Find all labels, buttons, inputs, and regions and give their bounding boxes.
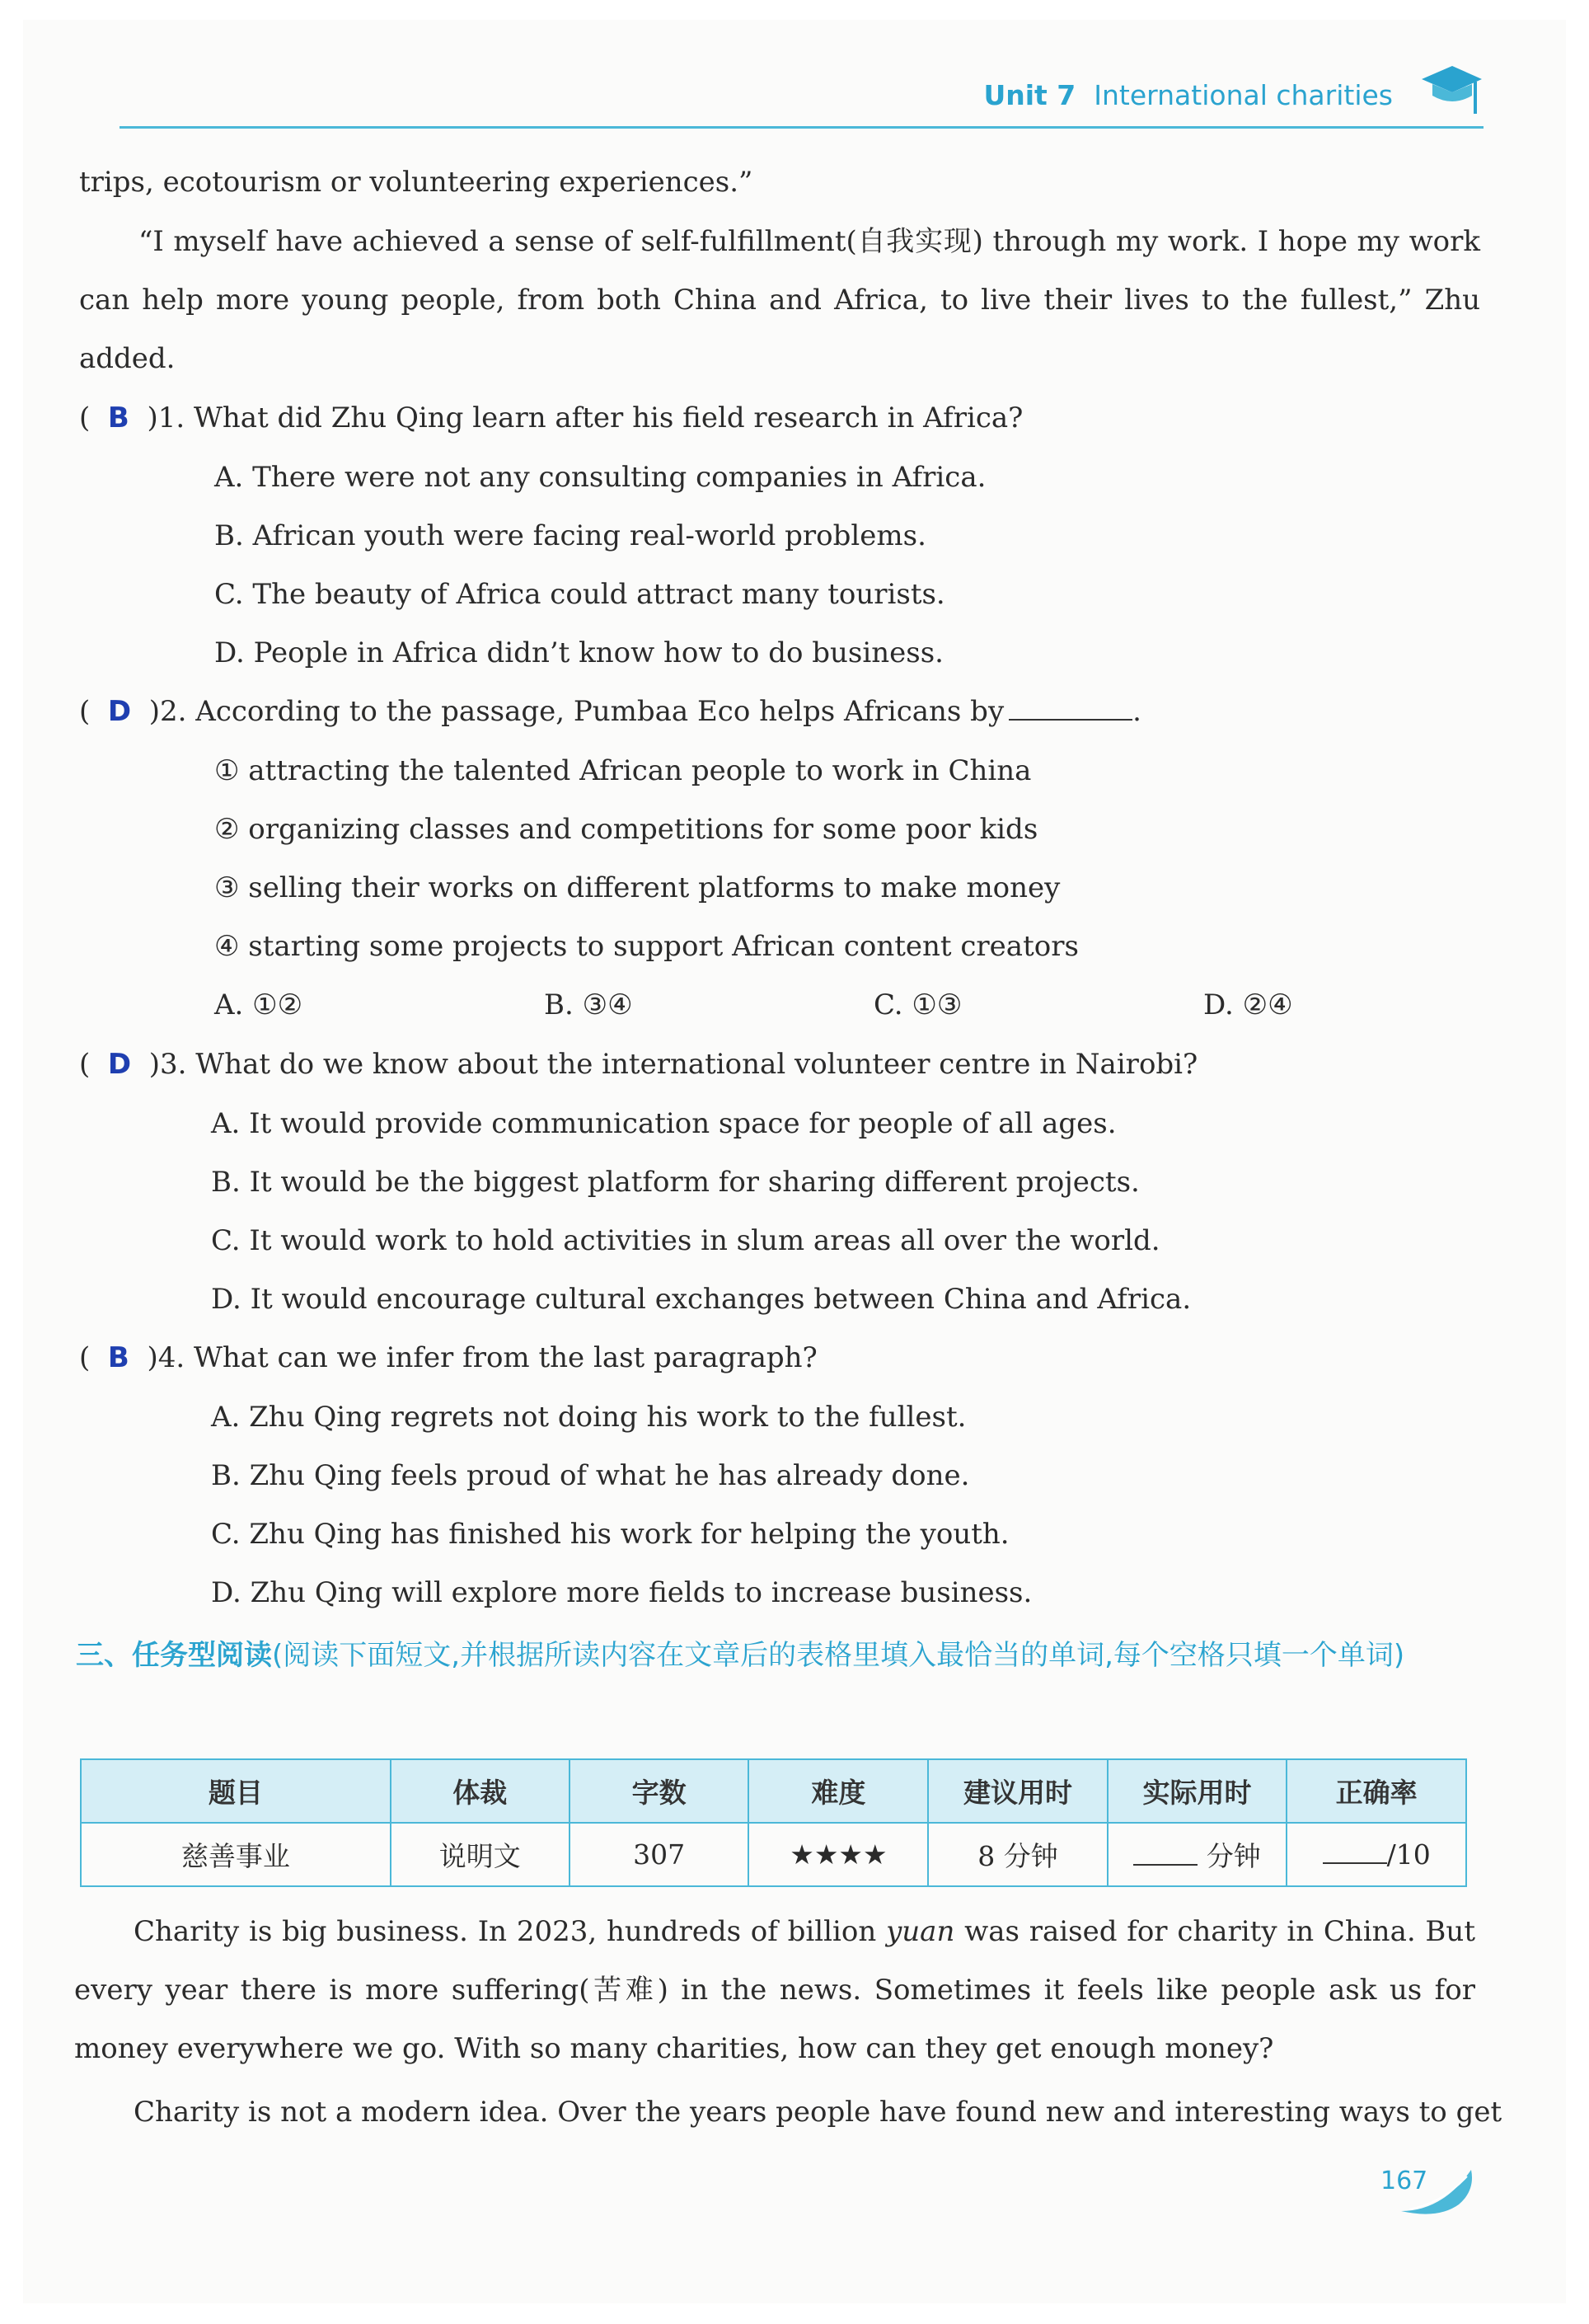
reading-info-table	[80, 1758, 1467, 1887]
answer-2: D	[107, 695, 132, 728]
list-item: ② organizing classes and competitions for some poor kids	[214, 813, 1038, 846]
list-item: ① attracting the talented African people to work in China	[214, 754, 1032, 787]
graduation-cap-icon	[1418, 56, 1484, 122]
option: A. It would provide communication space for people of all ages.	[211, 1107, 1117, 1140]
option: D. People in Africa didn’t know how to do business.	[214, 636, 944, 669]
passage-paragraph: “I myself have achieved a sense of self-fulfillment(自我实现) through my work. I hope my work can help more young people, from both China and Africa, to live their lives to the fullest,” Zhu added.	[79, 225, 1480, 375]
page-number: 167	[1380, 2167, 1428, 2195]
passage-line: trips, ecotourism or volunteering experiences.”	[79, 166, 753, 199]
option: C. Zhu Qing has finished his work for helping the youth.	[211, 1518, 1010, 1551]
table-header: 体裁	[391, 1759, 570, 1823]
table-header: 字数	[570, 1759, 749, 1823]
list-item: ④ starting some projects to support African content creators	[214, 930, 1079, 963]
passage-paragraph: Charity is big business. In 2023, hundreds of billion yuan was raised for charity in China. But every year there is more suffering(苦难) in the news. Sometimes it feels like people ask us for money everywhere we go. With so many charities, how can they get enough money?	[74, 1915, 1475, 2065]
option: C. The beauty of Africa could attract many tourists.	[214, 578, 945, 611]
answer-blank	[1009, 694, 1132, 721]
list-item: ③ selling their works on different platforms to make money	[214, 871, 1061, 904]
question-3: ( D )3. What do we know about the international volunteer centre in Nairobi?	[79, 1048, 1198, 1081]
table-header: 正确率	[1287, 1759, 1466, 1823]
option: A. Zhu Qing regrets not doing his work to the fullest.	[211, 1401, 967, 1434]
running-header	[120, 79, 1484, 129]
option: A. ①②	[214, 988, 303, 1021]
unit-title: Unit 7 International charities	[983, 79, 1393, 111]
time-blank[interactable]	[1133, 1841, 1198, 1866]
header-rule	[120, 126, 1484, 129]
option: B. Zhu Qing feels proud of what he has already done.	[211, 1459, 970, 1492]
difficulty-stars: ★★★★	[748, 1823, 928, 1886]
question-2: ( D )2. According to the passage, Pumbaa Eco helps Africans by .	[79, 695, 1141, 728]
answer-3: D	[107, 1048, 132, 1081]
table-header: 题目	[81, 1759, 391, 1823]
table-cell: 8 分钟	[928, 1823, 1107, 1886]
option: B. It would be the biggest platform for sharing different projects.	[211, 1166, 1140, 1199]
section-heading: 三、任务型阅读(阅读下面短文,并根据所读内容在文章后的表格里填入最恰当的单词,每个空格只填一个单词)	[76, 1639, 1405, 1672]
actual-time-cell[interactable]: 分钟	[1108, 1823, 1287, 1886]
option: D. It would encourage cultural exchanges between China and Africa.	[211, 1283, 1192, 1316]
option: B. ③④	[544, 988, 633, 1021]
table-cell: 307	[570, 1823, 749, 1886]
option: C. It would work to hold activities in slum areas all over the world.	[211, 1224, 1160, 1257]
question-1: ( B )1. What did Zhu Qing learn after his field research in Africa?	[79, 401, 1024, 434]
table-cell: 说明文	[391, 1823, 570, 1886]
passage-line: Charity is not a modern idea. Over the years people have found new and interesting ways to get	[134, 2096, 1502, 2129]
question-4: ( B )4. What can we infer from the last paragraph?	[79, 1341, 818, 1374]
table-header: 难度	[748, 1759, 928, 1823]
option: C. ①③	[874, 988, 963, 1021]
score-blank[interactable]	[1323, 1839, 1387, 1864]
option: A. There were not any consulting companies in Africa.	[214, 461, 987, 494]
accuracy-cell[interactable]: /10	[1287, 1823, 1466, 1886]
option: D. Zhu Qing will explore more fields to increase business.	[211, 1576, 1033, 1609]
table-cell: 慈善事业	[81, 1823, 391, 1886]
answer-4: B	[107, 1341, 129, 1374]
answer-1: B	[107, 401, 129, 434]
table-header: 建议用时	[928, 1759, 1107, 1823]
option: D. ②④	[1203, 988, 1293, 1021]
table-header: 实际用时	[1108, 1759, 1287, 1823]
option: B. African youth were facing real-world problems.	[214, 519, 926, 552]
